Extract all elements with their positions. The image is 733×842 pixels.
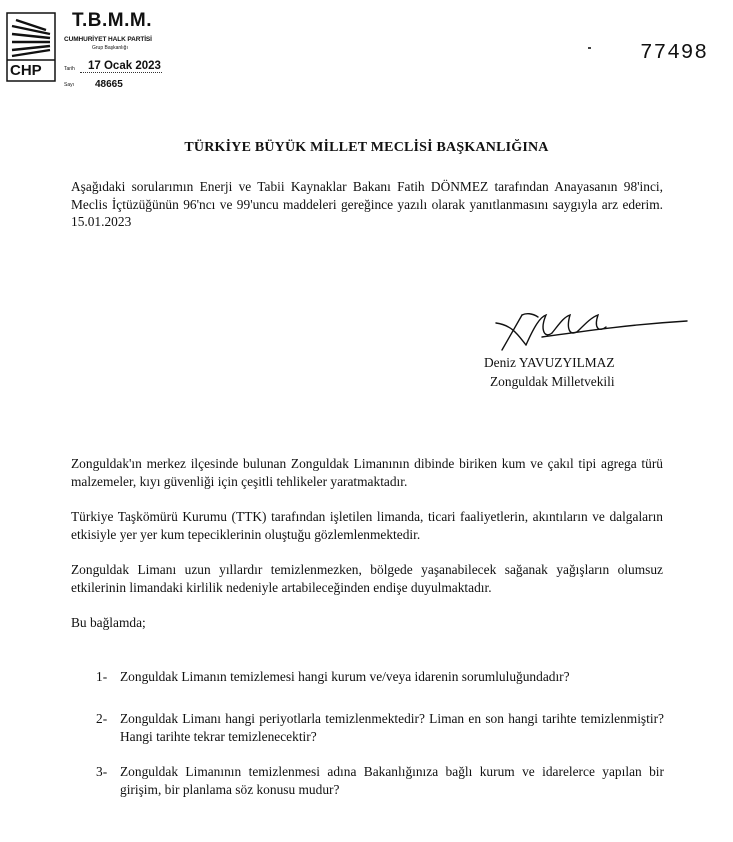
chp-logo [6, 12, 56, 82]
stamp-group-name: Grup Başkanlığı [92, 45, 128, 51]
scan-speck [588, 47, 591, 49]
body-paragraph: Zonguldak Limanı uzun yıllardır temizlenmezken, bölgede yaşanabilecek sağanak yağışların olumsuz etkilerinin limandaki kirlilik nedeniyle artabileceğinden endişe duyulmaktadır. [71, 562, 663, 595]
question-text: Zonguldak Limanın temizlemesi hangi kurum ve/veya idarenin sorumluluğundadır? [120, 669, 570, 684]
question-text: Zonguldak Limanının temizlenmesi adına Bakanlığınıza bağlı kurum ve idarelerce yapılan bir girişim, bir planlama söz konusu mudur? [120, 764, 664, 797]
document-heading: TÜRKİYE BÜYÜK MİLLET MECLİSİ BAŞKANLIĞINA [184, 140, 549, 155]
document-number: 77498 [640, 42, 709, 65]
logo-text: CHP [10, 62, 42, 79]
stamp-date-label: Tarih [64, 66, 75, 72]
stamp-number-label: Sayı [64, 82, 75, 88]
stamp-date: 17 Ocak 2023 [88, 60, 161, 72]
stamp-date-line [80, 72, 162, 73]
question-number: 1- [96, 669, 108, 684]
body-paragraph: Bu bağlamda; [71, 615, 146, 630]
question-text: Zonguldak Limanı hangi periyotlarla temizlenmektedir? Liman en son hangi tarihte temizlenmiştir? Hangi tarihte tekrar temizlenecektir? [120, 711, 664, 744]
body-paragraph: Türkiye Taşkömürü Kurumu (TTK) tarafından işletilen limanda, ticari faaliyetlerin, akıntıların ve dalgaların etkisiyle yer yer kum tepeciklerinin oluştuğu gözlemlenmektedir. [71, 509, 663, 542]
stamp-number: 48665 [95, 79, 123, 90]
signer-title: Zonguldak Milletvekili [490, 374, 615, 389]
body-paragraph: Zonguldak'ın merkez ilçesinde bulunan Zonguldak Limanının dibinde biriken kum ve çakıl tipi agrega türü malzemeler, kıyı güvenliği için çeşitli tehlikeler yaratmaktadır. [71, 456, 663, 489]
question-item [96, 668, 664, 686]
question-item [96, 710, 664, 745]
intro-paragraph: Aşağıdaki sorularımın Enerji ve Tabii Kaynaklar Bakanı Fatih DÖNMEZ tarafından Anayasanın 98'inci, Meclis İçtüzüğünün 96'ncı ve 99'uncu maddeleri gereğince yazılı olarak yanıtlanmasını saygıyla arz ederim. 15.01.2023 [71, 179, 663, 229]
stamp-title: T.B.M.M. [72, 10, 152, 31]
question-item [96, 763, 664, 798]
stamp-party-name: CUMHURİYET HALK PARTİSİ [64, 36, 152, 43]
signer-name: Deniz YAVUZYILMAZ [484, 355, 615, 370]
question-number: 2- [96, 711, 108, 726]
question-number: 3- [96, 764, 108, 779]
